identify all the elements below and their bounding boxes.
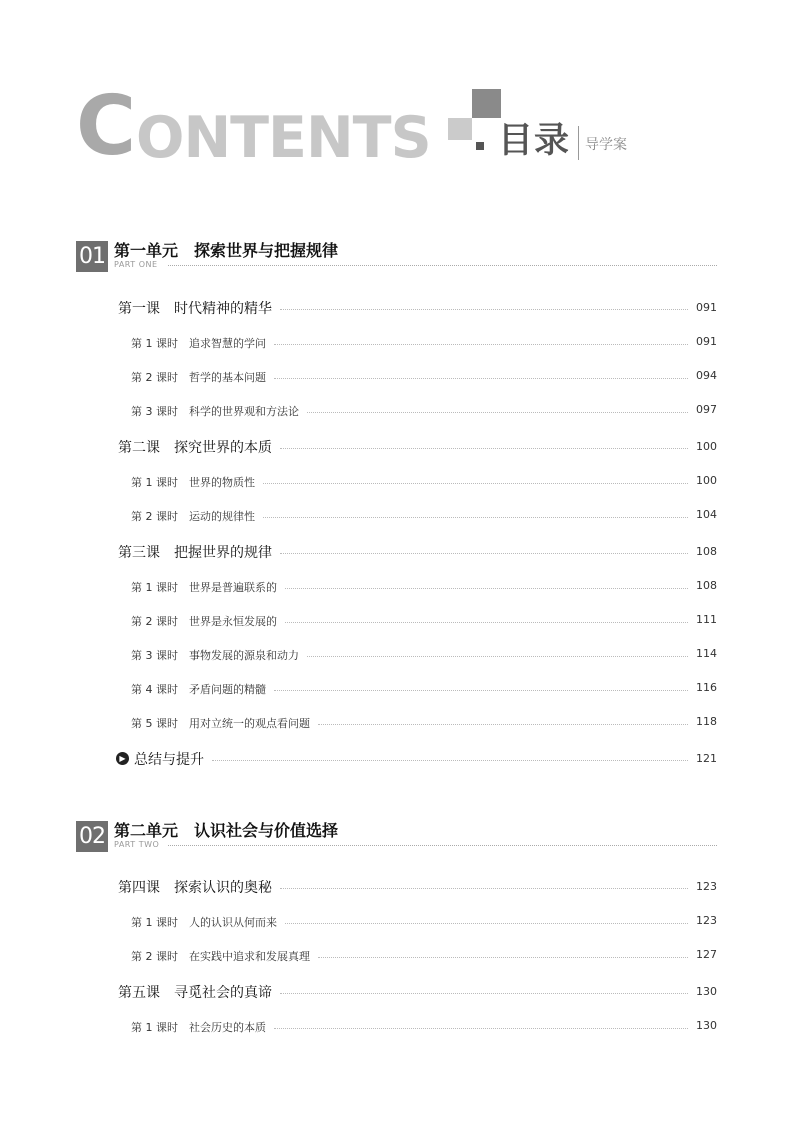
toc-period-row[interactable] — [0, 401, 717, 421]
leader-dots — [274, 344, 688, 345]
leader-dots — [285, 588, 688, 589]
toc-period-row[interactable] — [0, 611, 717, 631]
toc-page-number: 100 — [696, 474, 717, 487]
toc-entry-label: 总结与提升 — [134, 749, 210, 769]
decor-square-small — [476, 142, 484, 150]
unit-divider — [168, 845, 717, 846]
toc-entry-label: 第 1 课时 世界是普遍联系的 — [131, 579, 283, 595]
toc-period-row[interactable] — [0, 577, 717, 597]
toc-lesson-row[interactable] — [0, 542, 717, 562]
unit-header-2 — [76, 821, 717, 861]
toc-page-number: 097 — [696, 403, 717, 416]
toc-entry-label: 第 1 课时 人的认识从何而来 — [131, 914, 283, 930]
toc-entry-label: 第 2 课时 在实践中追求和发展真理 — [131, 948, 316, 964]
leader-dots — [263, 483, 688, 484]
unit-part-label: PART TWO — [114, 840, 160, 849]
toc-page-number: 116 — [696, 681, 717, 694]
toc-page-number: 123 — [696, 914, 717, 927]
leader-dots — [274, 690, 688, 691]
toc-page-number: 108 — [696, 545, 717, 558]
contents-header — [0, 0, 793, 200]
toc-period-row[interactable] — [0, 645, 717, 665]
decor-square-light — [448, 118, 472, 140]
leader-dots — [285, 622, 688, 623]
toc-period-row[interactable] — [0, 367, 717, 387]
toc-lesson-row[interactable] — [0, 982, 717, 1002]
toc-entry-label: 第 4 课时 矛盾问题的精髓 — [131, 681, 272, 697]
unit-title[interactable]: 第一单元 探索世界与把握规律 — [114, 241, 339, 260]
toc-entry-label: 第 2 课时 世界是永恒发展的 — [131, 613, 283, 629]
toc-page-number: 104 — [696, 508, 717, 521]
leader-dots — [263, 517, 688, 518]
toc-page-number: 100 — [696, 440, 717, 453]
toc-summary-row[interactable] — [0, 749, 717, 769]
leader-dots — [212, 760, 688, 761]
play-icon: ▶ — [116, 752, 129, 765]
leader-dots — [280, 553, 688, 554]
toc-period-row[interactable] — [0, 1017, 717, 1037]
toc-entry-label: 第四课 探索认识的奥秘 — [118, 877, 278, 897]
toc-period-row[interactable] — [0, 946, 717, 966]
toc-page-number: 108 — [696, 579, 717, 592]
toc-page-number: 091 — [696, 301, 717, 314]
toc-lesson-row[interactable] — [0, 877, 717, 897]
unit-title[interactable]: 第二单元 认识社会与价值选择 — [114, 821, 339, 840]
leader-dots — [307, 412, 688, 413]
unit-divider — [168, 265, 717, 266]
toc-entry-label: 第 5 课时 用对立统一的观点看问题 — [131, 715, 316, 731]
toc-page-number: 130 — [696, 985, 717, 998]
toc-entry-label: 第 3 课时 科学的世界观和方法论 — [131, 403, 305, 419]
toc-page-number: 091 — [696, 335, 717, 348]
leader-dots — [307, 656, 688, 657]
contents-subtitle: 导学案 — [585, 137, 627, 153]
toc-page-number: 111 — [696, 613, 717, 626]
toc-entry-label: 第二课 探究世界的本质 — [118, 437, 278, 457]
toc-page-number: 094 — [696, 369, 717, 382]
toc-entry-label: 第 1 课时 世界的物质性 — [131, 474, 261, 490]
leader-dots — [280, 993, 688, 994]
unit-part-label: PART ONE — [114, 260, 158, 269]
contents-title-initial: C — [76, 79, 135, 174]
leader-dots — [274, 1028, 688, 1029]
toc-entry-label: 第 2 课时 哲学的基本问题 — [131, 369, 272, 385]
toc-entry-label: 第一课 时代精神的精华 — [118, 298, 278, 318]
toc-period-row[interactable] — [0, 912, 717, 932]
toc-page-number: 114 — [696, 647, 717, 660]
unit-number-badge: 02 — [76, 821, 108, 852]
toc-page-number: 130 — [696, 1019, 717, 1032]
leader-dots — [280, 448, 688, 449]
toc-period-row[interactable] — [0, 506, 717, 526]
unit-header-1 — [76, 241, 717, 281]
contents-title-rest: ONTENTS — [136, 105, 431, 171]
toc-entry-label: 第 3 课时 事物发展的源泉和动力 — [131, 647, 305, 663]
toc-page-number: 123 — [696, 880, 717, 893]
toc-lesson-row[interactable] — [0, 437, 717, 457]
toc-period-row[interactable] — [0, 679, 717, 699]
toc-page-number: 118 — [696, 715, 717, 728]
toc-entry-label: 第 1 课时 追求智慧的学问 — [131, 335, 272, 351]
leader-dots — [280, 309, 688, 310]
toc-period-row[interactable] — [0, 472, 717, 492]
toc-lesson-row[interactable] — [0, 298, 717, 318]
leader-dots — [280, 888, 688, 889]
leader-dots — [285, 923, 688, 924]
toc-period-row[interactable] — [0, 713, 717, 733]
leader-dots — [274, 378, 688, 379]
unit-number-badge: 01 — [76, 241, 108, 272]
title-divider — [578, 126, 579, 160]
leader-dots — [318, 724, 688, 725]
toc-entry-label: 第三课 把握世界的规律 — [118, 542, 278, 562]
toc-entry-label: 第 1 课时 社会历史的本质 — [131, 1019, 272, 1035]
decor-square-dark — [472, 89, 501, 118]
contents-title-cn: 目录 — [498, 121, 571, 161]
leader-dots — [318, 957, 688, 958]
toc-period-row[interactable] — [0, 333, 717, 353]
toc-page-number: 127 — [696, 948, 717, 961]
toc-entry-label: 第 2 课时 运动的规律性 — [131, 508, 261, 524]
toc-page-number: 121 — [696, 752, 717, 765]
toc-entry-label: 第五课 寻觅社会的真谛 — [118, 982, 278, 1002]
